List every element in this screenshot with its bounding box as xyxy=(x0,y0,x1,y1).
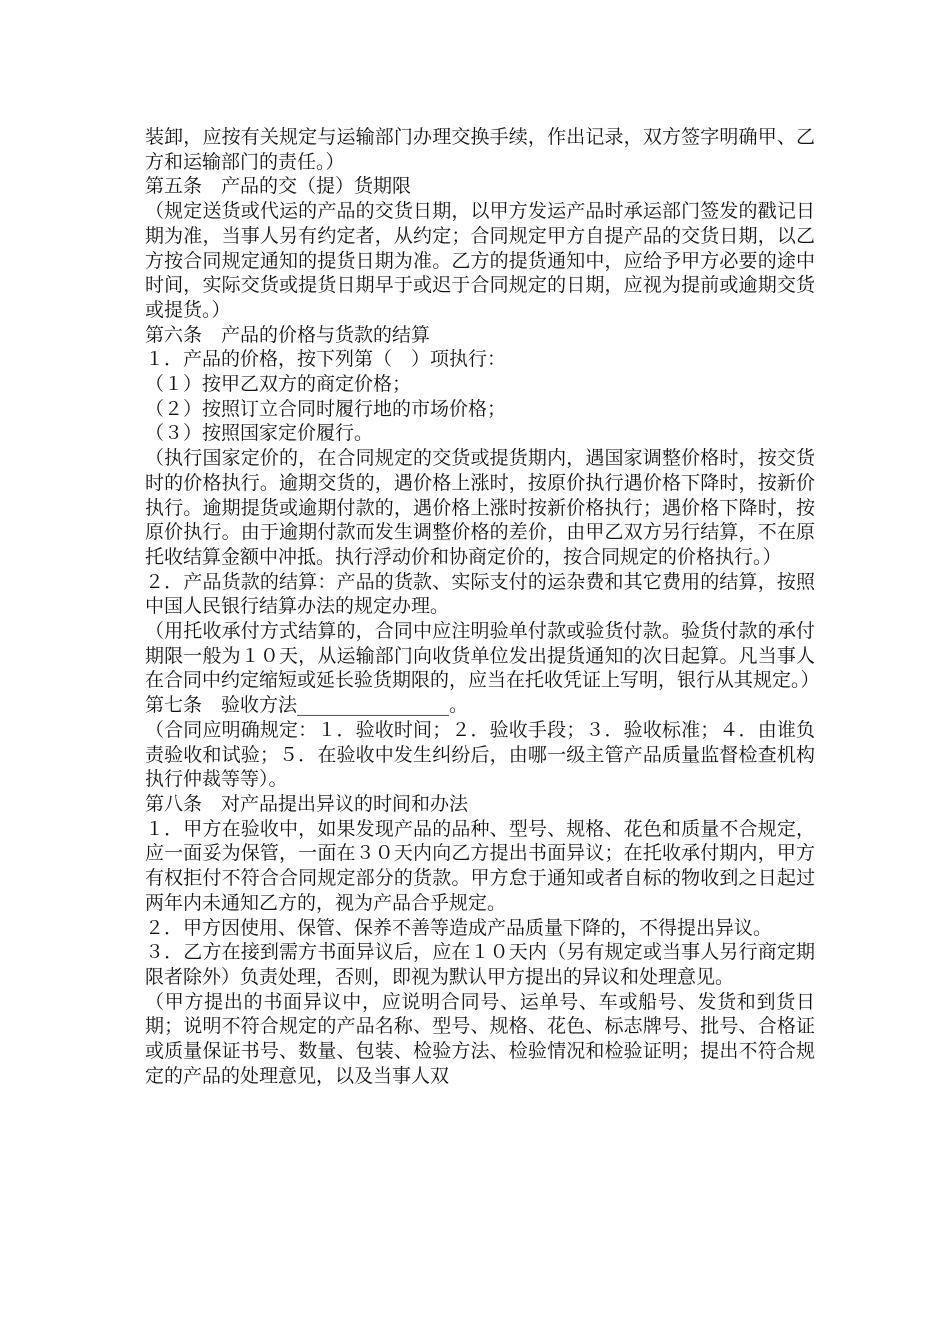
article-6-price-note: （执行国家定价的，在合同规定的交货或提货期内，遇国家调整价格时，按交货时的价格执行。逾期交货的，遇价格上涨时，按原价执行遇价格下降时，按新价执行。逾期提货或逾期付款的，遇价格上涨时按新价格执行；遇价格下降时，按原价执行。由于逾期付款而发生调整价格的差价，由甲乙双方另行结算，不在原托收结算金额中冲抵。执行浮动价和协商定价的，按合同规定的价格执行。） xyxy=(145,447,815,568)
article-6-option-2: （２）按照订立合同时履行地的市场价格； xyxy=(145,397,507,420)
article-6-heading: 第六条 产品的价格与货款的结算 xyxy=(145,323,431,346)
article-5-heading: 第五条 产品的交（提）货期限 xyxy=(145,175,412,198)
article-6-option-3: （３）按照国家定价履行。 xyxy=(145,422,374,445)
article-7-note: （合同应明确规定：１．验收时间；２．验收手段；３．验收标准；４．由谁负责验收和试验；５．在验收中发生纠纷后，由哪一级主管产品质量监督检查机构执行仲裁等等）。 xyxy=(145,718,815,791)
article-8-item-3: ３．乙方在接到需方书面异议后，应在１０天内（另有规定或当事人另行商定期限者除外）负责处理，否则，即视为默认甲方提出的异议和处理意见。 xyxy=(145,941,815,988)
article-8-objection-note: （甲方提出的书面异议中，应说明合同号、运单号、车或船号、发货和到货日期；说明不符合规定的产品名称、型号、规格、花色、标志牌号、批号、合格证或质量保证书号、数量、包装、检验方法、检验情况和检验证明；提出不符合规定的产品的处理意见，以及当事人双 xyxy=(145,990,815,1087)
article-5-note: （规定送货或代运的产品的交货日期，以甲方发运产品时承运部门签发的戳记日期为准，当事人另有约定者，从约定；合同规定甲方自提产品的交货日期，以乙方按合同规定通知的提货日期为准。乙方的提货通知中，应给予甲方必要的途中时间，实际交货或提货日期早于或迟于合同规定的日期，应视为提前或逾期交货或提货。） xyxy=(145,200,815,321)
article-6-settlement-note: （用托收承付方式结算的，合同中应注明验单付款或验货付款。验货付款的承付期限一般为１０天，从运输部门向收货单位发出提货通知的次日起算。凡当事人在合同中约定缩短或延长验货期限的，应当在托收凭证上写明，银行从其规定。） xyxy=(145,620,820,692)
paragraph-loading-responsibility: 装卸，应按有关规定与运输部门办理交换手续，作出记录，双方签字明确甲、乙方和运输部门的责任。） xyxy=(145,126,815,173)
article-8-item-2: ２．甲方因使用、保管、保养不善等造成产品质量下降的，不得提出异议。 xyxy=(145,916,773,939)
article-8-heading: 第八条 对产品提出异议的时间和办法 xyxy=(145,792,469,815)
article-7-heading: 第七条 验收方法________________。 xyxy=(145,694,469,717)
article-6-item-2: ２．产品货款的结算：产品的货款、实际支付的运杂费和其它费用的结算，按照中国人民银行结算办法的规定办理。 xyxy=(145,570,815,618)
article-6-item-1: １．产品的价格，按下列第（ ）项执行： xyxy=(145,348,507,371)
contract-text-body xyxy=(145,125,820,1088)
article-8-item-1: １．甲方在验收中，如果发现产品的品种、型号、规格、花色和质量不合规定，应一面妥为保管，一面在３０天内向乙方提出书面异议；在托收承付期内，甲方有权拒付不符合合同规定部分的货款。甲方怠于通知或者自标的物收到之日起过两年内未通知乙方的，视为产品合乎规定。 xyxy=(145,817,815,914)
article-6-option-1: （１）按甲乙双方的商定价格； xyxy=(145,373,412,396)
